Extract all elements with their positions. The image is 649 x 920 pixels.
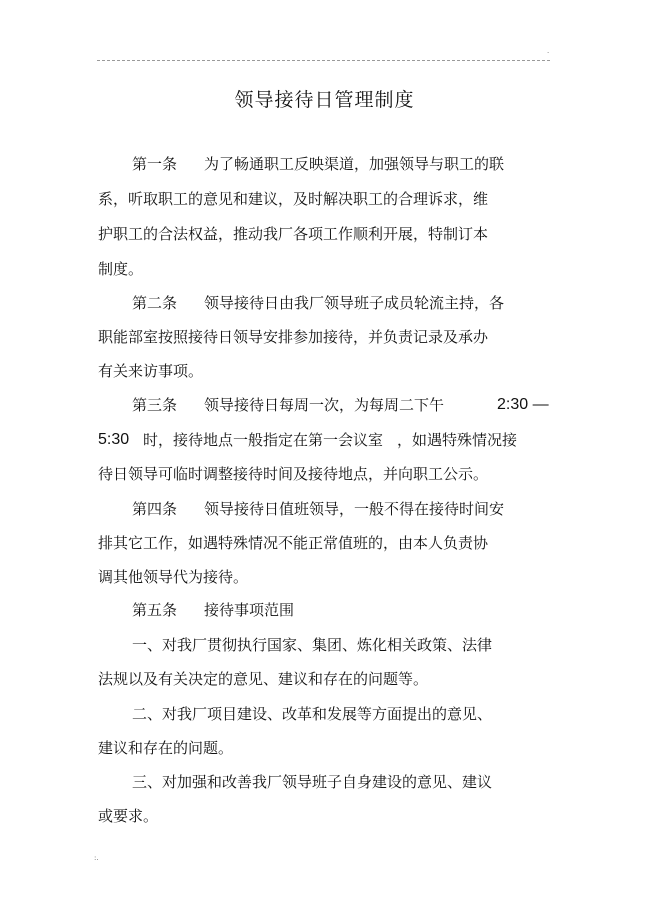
article5-item2-line1: 二、对我厂项目建设、改革和发展等方面提出的意见、 xyxy=(132,705,493,723)
article1-line4: 制度。 xyxy=(98,260,144,278)
article4-line1: 领导接待日值班领导，一般不得在接待时间安 xyxy=(204,500,505,518)
footer-mark: :. xyxy=(94,854,99,862)
article3-line2-tail: ，如遇特殊情况接 xyxy=(397,431,518,449)
article5-line1: 接待事项范围 xyxy=(204,601,295,619)
header-rule xyxy=(97,60,550,61)
article1-heading: 第一条 xyxy=(132,155,178,173)
article2-line1: 领导接待日由我厂领导班子成员轮流主持，各 xyxy=(204,294,505,312)
article2-line2: 职能部室按照接待日领导安排参加接待，并负责记录及承办 xyxy=(98,328,489,346)
article1-line2: 系，听取职工的意见和建议，及时解决职工的合理诉求，维 xyxy=(98,190,489,208)
article3-line3: 待日领导可临时调整接待时间及接待地点，并向职工公示。 xyxy=(98,465,489,483)
article4-heading: 第四条 xyxy=(132,500,178,518)
article5-item3-line1: 三、对加强和改善我厂领导班子自身建设的意见、建议 xyxy=(132,773,493,791)
document-title: 领导接待日管理制度 xyxy=(234,89,415,111)
article1-line1: 为了畅通职工反映渠道，加强领导与职工的联 xyxy=(204,155,505,173)
article2-line3: 有关来访事项。 xyxy=(98,362,204,380)
header-mark: . xyxy=(547,47,550,55)
article3-line1: 领导接待日每周一次，为每周二下午 xyxy=(204,396,445,414)
article4-line3: 调其他领导代为接待。 xyxy=(98,568,249,586)
article2-heading: 第二条 xyxy=(132,294,178,312)
article4-line2: 排其它工作，如遇特殊情况不能正常值班的，由本人负责协 xyxy=(98,534,489,552)
article3-line2: 时，接待地点一般指定在第一会议室 xyxy=(143,431,384,449)
article5-item3-line2: 或要求。 xyxy=(98,807,159,825)
article5-item1-line1: 一、对我厂贯彻执行国家、集团、炼化相关政策、法律 xyxy=(132,636,493,654)
article3-heading: 第三条 xyxy=(132,396,178,414)
article5-item2-line2: 建议和存在的问题。 xyxy=(98,739,234,757)
article3-time-end: 5:30 xyxy=(98,431,130,448)
article5-heading: 第五条 xyxy=(132,601,178,619)
article3-time-start: 2:30 — xyxy=(497,396,549,413)
article5-item1-line2: 法规以及有关决定的意见、建议和存在的问题等。 xyxy=(98,670,429,688)
article1-line3: 护职工的合法权益，推动我厂各项工作顺利开展，特制订本 xyxy=(98,225,489,243)
